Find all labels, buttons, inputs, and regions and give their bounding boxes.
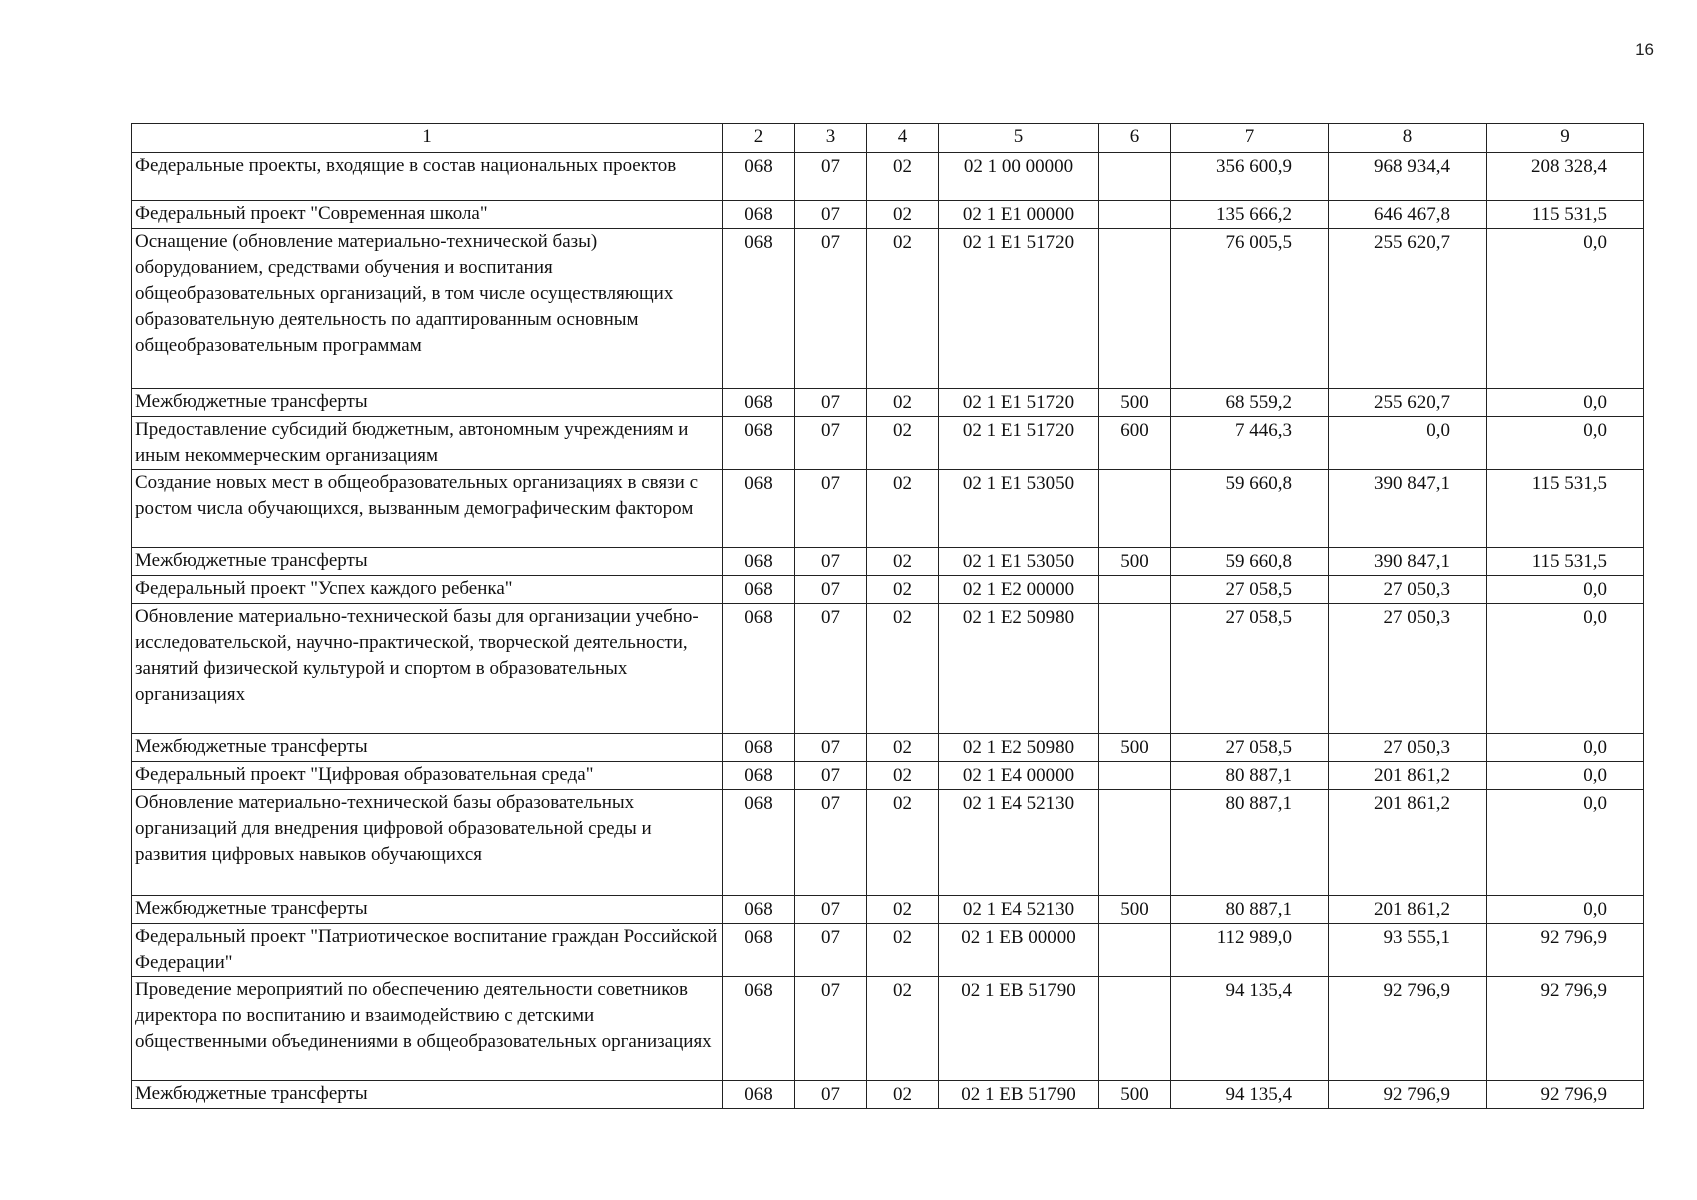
budget-table-container — [131, 123, 1643, 1109]
cell-amount-col8: 0,0 — [1329, 417, 1487, 470]
cell-amount-col9: 0,0 — [1487, 229, 1644, 389]
cell-section: 07 — [795, 924, 867, 977]
cell-section: 07 — [795, 762, 867, 790]
cell-expense-type: 500 — [1099, 896, 1171, 924]
cell-amount-col8: 201 861,2 — [1329, 790, 1487, 896]
cell-amount-col9: 0,0 — [1487, 790, 1644, 896]
cell-expense-type — [1099, 576, 1171, 604]
cell-subsection: 02 — [867, 153, 939, 201]
cell-amount-col9: 115 531,5 — [1487, 470, 1644, 548]
table-row — [132, 977, 1644, 1081]
cell-amount-col7: 27 058,5 — [1171, 604, 1329, 734]
cell-expense-type — [1099, 153, 1171, 201]
cell-section: 07 — [795, 896, 867, 924]
cell-subsection: 02 — [867, 470, 939, 548]
table-row — [132, 576, 1644, 604]
cell-target-article: 02 1 E1 53050 — [939, 470, 1099, 548]
table-row — [132, 790, 1644, 896]
row-name: Межбюджетные трансферты — [132, 548, 723, 576]
table-body — [132, 153, 1644, 1109]
cell-subsection: 02 — [867, 604, 939, 734]
table-row — [132, 1081, 1644, 1109]
cell-amount-col9: 0,0 — [1487, 762, 1644, 790]
row-name: Оснащение (обновление материально-технической базы) оборудованием, средствами обучения и воспитания общеобразовательных организаций, в том числе осуществляющих образовательную деятельность по адаптированным основным общеобразовательным программам — [132, 229, 723, 389]
cell-subsection: 02 — [867, 924, 939, 977]
cell-amount-col8: 27 050,3 — [1329, 576, 1487, 604]
cell-subsection: 02 — [867, 389, 939, 417]
cell-target-article: 02 1 EB 00000 — [939, 924, 1099, 977]
col-header-2: 2 — [723, 124, 795, 153]
row-name: Федеральные проекты, входящие в состав национальных проектов — [132, 153, 723, 201]
cell-expense-type — [1099, 604, 1171, 734]
cell-admin-code: 068 — [723, 604, 795, 734]
cell-target-article: 02 1 E1 51720 — [939, 417, 1099, 470]
cell-expense-type — [1099, 470, 1171, 548]
cell-admin-code: 068 — [723, 977, 795, 1081]
row-name: Межбюджетные трансферты — [132, 896, 723, 924]
cell-amount-col7: 27 058,5 — [1171, 576, 1329, 604]
table-row — [132, 762, 1644, 790]
row-name: Обновление материально-технической базы для организации учебно-исследовательской, научно-практической, творческой деятельности, занятий физической культурой и спортом в образовательных организациях — [132, 604, 723, 734]
cell-section: 07 — [795, 417, 867, 470]
cell-expense-type — [1099, 790, 1171, 896]
cell-amount-col8: 201 861,2 — [1329, 762, 1487, 790]
cell-admin-code: 068 — [723, 924, 795, 977]
cell-amount-col7: 94 135,4 — [1171, 1081, 1329, 1109]
cell-subsection: 02 — [867, 229, 939, 389]
cell-amount-col9: 92 796,9 — [1487, 1081, 1644, 1109]
table-row — [132, 548, 1644, 576]
cell-amount-col7: 80 887,1 — [1171, 790, 1329, 896]
cell-section: 07 — [795, 153, 867, 201]
cell-subsection: 02 — [867, 977, 939, 1081]
cell-expense-type — [1099, 924, 1171, 977]
cell-amount-col9: 115 531,5 — [1487, 548, 1644, 576]
cell-amount-col9: 208 328,4 — [1487, 153, 1644, 201]
row-name: Межбюджетные трансферты — [132, 389, 723, 417]
table-row — [132, 734, 1644, 762]
cell-subsection: 02 — [867, 734, 939, 762]
cell-amount-col8: 92 796,9 — [1329, 1081, 1487, 1109]
cell-amount-col8: 27 050,3 — [1329, 604, 1487, 734]
cell-admin-code: 068 — [723, 790, 795, 896]
cell-section: 07 — [795, 977, 867, 1081]
table-row — [132, 417, 1644, 470]
cell-amount-col8: 968 934,4 — [1329, 153, 1487, 201]
table-row — [132, 201, 1644, 229]
cell-amount-col9: 92 796,9 — [1487, 924, 1644, 977]
row-name: Федеральный проект "Успех каждого ребенка" — [132, 576, 723, 604]
row-name: Обновление материально-технической базы образовательных организаций для внедрения цифровой образовательной среды и развития цифровых навыков обучающихся — [132, 790, 723, 896]
row-name: Федеральный проект "Цифровая образовательная среда" — [132, 762, 723, 790]
col-header-5: 5 — [939, 124, 1099, 153]
cell-amount-col7: 94 135,4 — [1171, 977, 1329, 1081]
cell-expense-type — [1099, 201, 1171, 229]
cell-amount-col7: 59 660,8 — [1171, 548, 1329, 576]
col-header-7: 7 — [1171, 124, 1329, 153]
col-header-6: 6 — [1099, 124, 1171, 153]
cell-expense-type — [1099, 762, 1171, 790]
cell-section: 07 — [795, 1081, 867, 1109]
cell-amount-col9: 0,0 — [1487, 734, 1644, 762]
table-row — [132, 604, 1644, 734]
cell-expense-type: 500 — [1099, 1081, 1171, 1109]
cell-admin-code: 068 — [723, 229, 795, 389]
cell-subsection: 02 — [867, 201, 939, 229]
cell-subsection: 02 — [867, 417, 939, 470]
cell-target-article: 02 1 EB 51790 — [939, 1081, 1099, 1109]
cell-admin-code: 068 — [723, 201, 795, 229]
cell-amount-col7: 112 989,0 — [1171, 924, 1329, 977]
cell-amount-col9: 92 796,9 — [1487, 977, 1644, 1081]
cell-section: 07 — [795, 389, 867, 417]
cell-subsection: 02 — [867, 762, 939, 790]
table-row — [132, 153, 1644, 201]
row-name: Создание новых мест в общеобразовательных организациях в связи с ростом числа обучающихся, вызванным демографическим фактором — [132, 470, 723, 548]
budget-table — [131, 123, 1644, 1109]
cell-target-article: 02 1 E1 51720 — [939, 229, 1099, 389]
table-row — [132, 229, 1644, 389]
cell-section: 07 — [795, 201, 867, 229]
cell-subsection: 02 — [867, 896, 939, 924]
cell-admin-code: 068 — [723, 548, 795, 576]
cell-amount-col8: 390 847,1 — [1329, 548, 1487, 576]
cell-amount-col7: 80 887,1 — [1171, 762, 1329, 790]
row-name: Федеральный проект "Современная школа" — [132, 201, 723, 229]
cell-target-article: 02 1 E4 52130 — [939, 896, 1099, 924]
col-header-8: 8 — [1329, 124, 1487, 153]
cell-section: 07 — [795, 576, 867, 604]
cell-expense-type: 600 — [1099, 417, 1171, 470]
col-header-4: 4 — [867, 124, 939, 153]
cell-amount-col7: 7 446,3 — [1171, 417, 1329, 470]
cell-expense-type — [1099, 977, 1171, 1081]
cell-section: 07 — [795, 470, 867, 548]
cell-admin-code: 068 — [723, 762, 795, 790]
cell-target-article: 02 1 E4 00000 — [939, 762, 1099, 790]
table-row — [132, 470, 1644, 548]
cell-amount-col7: 356 600,9 — [1171, 153, 1329, 201]
cell-amount-col9: 0,0 — [1487, 576, 1644, 604]
cell-amount-col8: 93 555,1 — [1329, 924, 1487, 977]
cell-admin-code: 068 — [723, 896, 795, 924]
cell-amount-col9: 0,0 — [1487, 417, 1644, 470]
cell-admin-code: 068 — [723, 1081, 795, 1109]
cell-amount-col7: 27 058,5 — [1171, 734, 1329, 762]
cell-expense-type: 500 — [1099, 389, 1171, 417]
cell-target-article: 02 1 EB 51790 — [939, 977, 1099, 1081]
cell-amount-col8: 201 861,2 — [1329, 896, 1487, 924]
cell-amount-col9: 0,0 — [1487, 896, 1644, 924]
cell-amount-col9: 115 531,5 — [1487, 201, 1644, 229]
cell-amount-col9: 0,0 — [1487, 389, 1644, 417]
cell-admin-code: 068 — [723, 417, 795, 470]
cell-section: 07 — [795, 604, 867, 734]
cell-target-article: 02 1 E4 52130 — [939, 790, 1099, 896]
cell-subsection: 02 — [867, 576, 939, 604]
cell-target-article: 02 1 00 00000 — [939, 153, 1099, 201]
cell-amount-col7: 68 559,2 — [1171, 389, 1329, 417]
cell-admin-code: 068 — [723, 470, 795, 548]
cell-amount-col8: 255 620,7 — [1329, 229, 1487, 389]
cell-amount-col8: 27 050,3 — [1329, 734, 1487, 762]
row-name: Проведение мероприятий по обеспечению деятельности советников директора по воспитанию и взаимодействию с детскими общественными объединениями в общеобразовательных организациях — [132, 977, 723, 1081]
page-number: 16 — [1635, 40, 1654, 59]
cell-amount-col8: 390 847,1 — [1329, 470, 1487, 548]
cell-target-article: 02 1 E1 51720 — [939, 389, 1099, 417]
cell-amount-col9: 0,0 — [1487, 604, 1644, 734]
cell-admin-code: 068 — [723, 576, 795, 604]
cell-section: 07 — [795, 229, 867, 389]
table-row — [132, 389, 1644, 417]
cell-amount-col8: 92 796,9 — [1329, 977, 1487, 1081]
cell-subsection: 02 — [867, 790, 939, 896]
cell-section: 07 — [795, 790, 867, 896]
cell-expense-type: 500 — [1099, 734, 1171, 762]
cell-amount-col7: 59 660,8 — [1171, 470, 1329, 548]
cell-amount-col7: 80 887,1 — [1171, 896, 1329, 924]
cell-amount-col7: 76 005,5 — [1171, 229, 1329, 389]
col-header-3: 3 — [795, 124, 867, 153]
cell-expense-type — [1099, 229, 1171, 389]
col-header-9: 9 — [1487, 124, 1644, 153]
cell-admin-code: 068 — [723, 734, 795, 762]
row-name: Межбюджетные трансферты — [132, 1081, 723, 1109]
cell-target-article: 02 1 E2 50980 — [939, 604, 1099, 734]
cell-section: 07 — [795, 734, 867, 762]
col-header-1: 1 — [132, 124, 723, 153]
cell-amount-col8: 255 620,7 — [1329, 389, 1487, 417]
cell-admin-code: 068 — [723, 153, 795, 201]
cell-target-article: 02 1 E2 00000 — [939, 576, 1099, 604]
cell-target-article: 02 1 E1 00000 — [939, 201, 1099, 229]
table-row — [132, 924, 1644, 977]
cell-section: 07 — [795, 548, 867, 576]
cell-subsection: 02 — [867, 1081, 939, 1109]
cell-expense-type: 500 — [1099, 548, 1171, 576]
cell-subsection: 02 — [867, 548, 939, 576]
header-row — [132, 124, 1644, 153]
table-row — [132, 896, 1644, 924]
cell-target-article: 02 1 E2 50980 — [939, 734, 1099, 762]
row-name: Межбюджетные трансферты — [132, 734, 723, 762]
cell-amount-col7: 135 666,2 — [1171, 201, 1329, 229]
cell-target-article: 02 1 E1 53050 — [939, 548, 1099, 576]
cell-amount-col8: 646 467,8 — [1329, 201, 1487, 229]
cell-admin-code: 068 — [723, 389, 795, 417]
row-name: Предоставление субсидий бюджетным, автономным учреждениям и иным некоммерческим организациям — [132, 417, 723, 470]
row-name: Федеральный проект "Патриотическое воспитание граждан Российской Федерации" — [132, 924, 723, 977]
